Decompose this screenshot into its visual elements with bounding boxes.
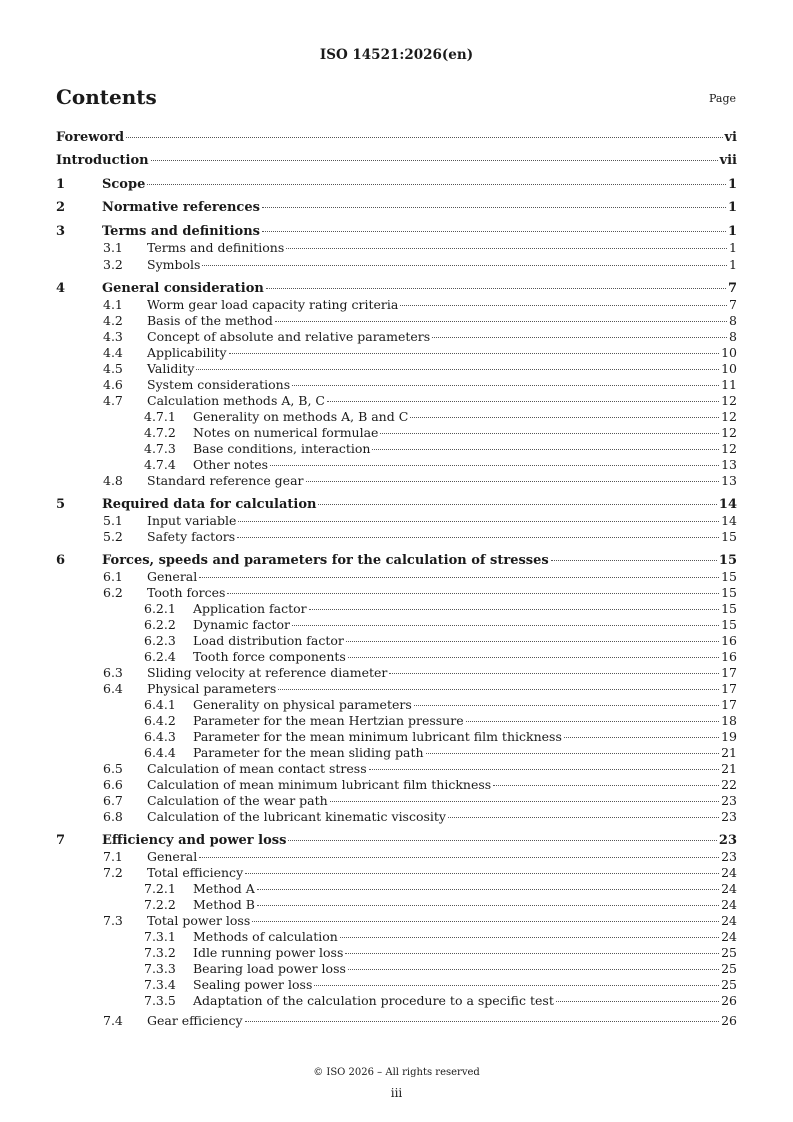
toc-entry-number: 4.7.4 <box>144 457 176 472</box>
toc-entry-title: Tooth forces <box>147 585 226 600</box>
toc-entry-title: Standard reference gear <box>147 473 304 488</box>
toc-entry[interactable] <box>56 865 737 881</box>
toc-entry-page: 14 <box>721 513 737 528</box>
dot-leader <box>372 449 719 450</box>
toc-entry-title: Terms and definitions <box>102 224 260 239</box>
toc-entry[interactable] <box>56 1013 737 1029</box>
toc-entry[interactable] <box>56 329 737 345</box>
toc-entry[interactable] <box>56 633 737 649</box>
toc-entry-number: 6.4.3 <box>144 729 176 744</box>
toc-entry-title: Worm gear load capacity rating criteria <box>147 297 399 312</box>
toc-entry-page: 18 <box>721 713 737 728</box>
dot-leader <box>314 985 719 986</box>
toc-entry-page: 12 <box>721 409 737 424</box>
toc-entry-number: 4.4 <box>103 345 123 360</box>
toc-entry[interactable] <box>56 409 737 425</box>
dot-leader <box>238 521 719 522</box>
toc-entry-page: 11 <box>721 377 737 392</box>
toc-entry-title: Tooth force components <box>193 649 346 664</box>
dot-leader <box>262 231 726 232</box>
toc-entry-page: 22 <box>721 777 737 792</box>
dot-leader <box>380 433 719 434</box>
toc-entry-number: 6.2.3 <box>144 633 176 648</box>
toc-entry[interactable] <box>56 777 737 793</box>
toc-entry-title: Required data for calculation <box>102 497 317 512</box>
toc-entry[interactable] <box>56 945 737 961</box>
toc-entry-title: Load distribution factor <box>193 633 344 648</box>
toc-entry-number: 6.8 <box>103 809 123 824</box>
dot-leader <box>278 689 719 690</box>
toc-entry-number: 4.7 <box>103 393 123 408</box>
toc-entry[interactable] <box>56 224 737 240</box>
toc-entry-page: 17 <box>721 681 737 696</box>
dot-leader <box>245 873 719 874</box>
toc-entry-title: Adaptation of the calculation procedure to a specific test <box>193 993 554 1008</box>
toc-entry[interactable] <box>56 713 737 729</box>
toc-entry-number: 4.8 <box>103 473 123 488</box>
toc-entry-title: Other notes <box>193 457 269 472</box>
toc-entry[interactable] <box>56 297 737 313</box>
dot-leader <box>270 465 719 466</box>
dot-leader <box>348 657 719 658</box>
toc-entry-number: 6 <box>56 553 66 568</box>
toc-entry[interactable] <box>56 809 737 825</box>
toc-entry-page: 21 <box>721 761 737 776</box>
toc-entry[interactable] <box>56 361 737 377</box>
toc-entry-number: 4.6 <box>103 377 123 392</box>
page-column-label: Page <box>709 92 737 105</box>
toc-entry-number: 6.2.4 <box>144 649 176 664</box>
dot-leader <box>229 353 720 354</box>
toc-entry[interactable] <box>56 200 737 216</box>
toc-entry-page: 8 <box>729 313 737 328</box>
toc-entry-number: 7.3.5 <box>144 993 176 1008</box>
toc-entry[interactable] <box>56 177 737 193</box>
toc-entry-number: 7.1 <box>103 849 123 864</box>
toc-entry-title: Concept of absolute and relative parameters <box>147 329 431 344</box>
toc-entry[interactable] <box>56 649 737 665</box>
toc-entry-number: 4.5 <box>103 361 123 376</box>
toc-entry-number: 4.7.2 <box>144 425 176 440</box>
dot-leader <box>330 801 719 802</box>
toc-entry-page: 23 <box>721 849 737 864</box>
dot-leader <box>292 385 719 386</box>
toc-entry-title: Scope <box>102 177 146 192</box>
toc-entry-title: Input variable <box>147 513 237 528</box>
toc-entry[interactable] <box>56 240 737 256</box>
toc-entry-page: 25 <box>721 977 737 992</box>
toc-entry-page: 26 <box>721 993 737 1008</box>
toc-entry-title: Base conditions, interaction <box>193 441 371 456</box>
toc-entry-title: Basis of the method <box>147 313 273 328</box>
toc-entry-number: 7.3.2 <box>144 945 176 960</box>
toc-entry-page: 1 <box>727 224 737 239</box>
toc-entry-title: Method A <box>193 881 255 896</box>
toc-entry[interactable] <box>56 681 737 697</box>
toc-entry-title: Method B <box>193 897 255 912</box>
toc-entry[interactable] <box>56 993 737 1009</box>
toc-entry-page: 17 <box>721 697 737 712</box>
toc-entry[interactable] <box>56 697 737 713</box>
toc-entry-title: Sealing power loss <box>193 977 313 992</box>
toc-entry-title: Bearing load power loss <box>193 961 346 976</box>
dot-leader <box>245 1021 720 1022</box>
toc-entry-page: 16 <box>721 649 737 664</box>
toc-entry-number: 6.2 <box>103 585 123 600</box>
toc-entry-page: 24 <box>721 913 737 928</box>
toc-entry-title: Terms and definitions <box>147 240 285 255</box>
toc-entry-title: System considerations <box>147 377 291 392</box>
toc-entry[interactable] <box>56 345 737 361</box>
toc-entry-number: 7.3.3 <box>144 961 176 976</box>
toc-entry-title: Idle running power loss <box>193 945 344 960</box>
dot-leader <box>266 288 726 289</box>
toc-entry-number: 7.3.1 <box>144 929 176 944</box>
toc-entry-page: 1 <box>729 240 737 255</box>
toc-entry-page: vi <box>724 130 737 145</box>
toc-entry[interactable] <box>56 569 737 585</box>
toc-entry-page: 8 <box>729 329 737 344</box>
toc-entry-page: 10 <box>721 361 737 376</box>
toc-entry-page: 1 <box>729 257 737 272</box>
toc-entry-page: 15 <box>721 529 737 544</box>
toc-entry-page: 15 <box>721 569 737 584</box>
toc-entry-number: 5.1 <box>103 513 123 528</box>
toc-entry-number: 6.4 <box>103 681 123 696</box>
toc-entry-number: 2 <box>56 200 66 215</box>
dot-leader <box>147 184 726 185</box>
toc-entry-title: Total power loss <box>147 913 251 928</box>
toc-entry-number: 7.3 <box>103 913 123 928</box>
toc-entry[interactable] <box>56 313 737 329</box>
toc-entry-title: Introduction <box>56 153 149 168</box>
dot-leader <box>432 337 727 338</box>
toc-entry-title: Parameter for the mean minimum lubricant film thickness <box>193 729 562 744</box>
toc-entry-title: Calculation methods A, B, C <box>147 393 325 408</box>
dot-leader <box>493 785 719 786</box>
toc-entry[interactable] <box>56 929 737 945</box>
dot-leader <box>389 673 719 674</box>
toc-entry-page: 19 <box>721 729 737 744</box>
toc-entry-title: Parameter for the mean sliding path <box>193 745 424 760</box>
dot-leader <box>202 265 727 266</box>
dot-leader <box>257 905 719 906</box>
toc-entry-page: 23 <box>721 793 737 808</box>
toc-entry-number: 4.1 <box>103 297 123 312</box>
toc-entry-page: 12 <box>721 425 737 440</box>
toc-entry[interactable] <box>56 425 737 441</box>
toc-entry-page: vii <box>719 153 737 168</box>
toc-entry-page: 24 <box>721 929 737 944</box>
toc-entry-page: 15 <box>718 553 737 568</box>
toc-entry[interactable] <box>56 961 737 977</box>
toc-entry-number: 6.2.1 <box>144 601 176 616</box>
dot-leader <box>551 560 717 561</box>
toc-entry[interactable] <box>56 745 737 761</box>
toc-entry-title: Sliding velocity at reference diameter <box>147 665 388 680</box>
toc-entry[interactable] <box>56 665 737 681</box>
toc-entry-title: Calculation of the wear path <box>147 793 328 808</box>
toc-entry-page: 13 <box>721 473 737 488</box>
toc-entry[interactable] <box>56 281 737 297</box>
dot-leader <box>151 160 718 161</box>
toc-entry-number: 6.6 <box>103 777 123 792</box>
toc-entry-title: Forces, speeds and parameters for the calculation of stresses <box>102 553 549 568</box>
toc-entry-title: Calculation of mean contact stress <box>147 761 367 776</box>
toc-entry-title: Gear efficiency <box>147 1013 243 1028</box>
toc-entry-title: Parameter for the mean Hertzian pressure <box>193 713 464 728</box>
toc-entry-title: Physical parameters <box>147 681 277 696</box>
toc-entry-page: 1 <box>727 177 737 192</box>
toc-entry-page: 15 <box>721 601 737 616</box>
toc-entry-page: 15 <box>721 617 737 632</box>
toc-entry-title: Methods of calculation <box>193 929 338 944</box>
toc-entry-title: Calculation of mean minimum lubricant film thickness <box>147 777 492 792</box>
toc-entry-number: 4.7.3 <box>144 441 176 456</box>
toc-entry[interactable] <box>56 457 737 473</box>
toc-entry-number: 4.7.1 <box>144 409 176 424</box>
dot-leader <box>318 504 716 505</box>
toc-entry-title: General consideration <box>102 281 264 296</box>
dot-leader <box>345 953 719 954</box>
toc-entry-number: 6.7 <box>103 793 123 808</box>
toc-entry-page: 24 <box>721 897 737 912</box>
toc-entry-page: 14 <box>718 497 737 512</box>
toc-entry[interactable] <box>56 585 737 601</box>
toc-entry-page: 17 <box>721 665 737 680</box>
toc-entry-page: 12 <box>721 441 737 456</box>
toc-entry-page: 7 <box>727 281 737 296</box>
toc-entry[interactable] <box>56 393 737 409</box>
dot-leader <box>252 921 719 922</box>
dot-leader <box>288 840 716 841</box>
toc-entry-page: 25 <box>721 961 737 976</box>
page-number: iii <box>390 1086 403 1100</box>
toc-entry-number: 6.5 <box>103 761 123 776</box>
toc-entry[interactable] <box>56 897 737 913</box>
toc-entry[interactable] <box>56 130 737 146</box>
toc-entry-title: Generality on methods A, B and C <box>193 409 409 424</box>
dot-leader <box>369 769 719 770</box>
toc-entry-page: 25 <box>721 945 737 960</box>
dot-leader <box>237 537 719 538</box>
dot-leader <box>466 721 719 722</box>
toc-entry-page: 23 <box>718 833 737 848</box>
dot-leader <box>275 321 727 322</box>
dot-leader <box>346 641 719 642</box>
toc-entry-number: 5 <box>56 497 66 512</box>
toc-entry-number: 7.2.1 <box>144 881 176 896</box>
toc-entry[interactable] <box>56 977 737 993</box>
toc-entry-title: Generality on physical parameters <box>193 697 412 712</box>
dot-leader <box>400 305 727 306</box>
toc-entry-number: 6.4.2 <box>144 713 176 728</box>
toc-entry-page: 24 <box>721 881 737 896</box>
dot-leader <box>286 248 727 249</box>
toc-entry-title: Efficiency and power loss <box>102 833 287 848</box>
toc-entry[interactable] <box>56 553 737 569</box>
toc-entry-number: 6.4.4 <box>144 745 176 760</box>
copyright-footer: © ISO 2026 – All rights reserved <box>313 1067 480 1078</box>
toc-entry[interactable] <box>56 729 737 745</box>
toc-entry-page: 12 <box>721 393 737 408</box>
toc-entry[interactable] <box>56 529 737 545</box>
dot-leader <box>257 889 719 890</box>
dot-leader <box>227 593 719 594</box>
toc-entry-number: 6.2.2 <box>144 617 176 632</box>
toc-entry-page: 26 <box>721 1013 737 1028</box>
toc-entry-title: Calculation of the lubricant kinematic viscosity <box>147 809 446 824</box>
toc-entry-number: 7 <box>56 833 66 848</box>
toc-entry-number: 1 <box>56 177 66 192</box>
toc-entry-number: 5.2 <box>103 529 123 544</box>
toc-entry-page: 10 <box>721 345 737 360</box>
toc-entry-title: Total efficiency <box>147 865 244 880</box>
toc-entry-title: General <box>147 569 198 584</box>
toc-entry[interactable] <box>56 833 737 849</box>
dot-leader <box>306 481 720 482</box>
toc-entry-title: Foreword <box>56 130 125 145</box>
toc-entry[interactable] <box>56 153 737 169</box>
dot-leader <box>348 969 719 970</box>
dot-leader <box>196 369 719 370</box>
toc-entry[interactable] <box>56 617 737 633</box>
toc-entry-number: 3.2 <box>103 257 123 272</box>
toc-entry-number: 3 <box>56 224 66 239</box>
page-title: Contents <box>56 85 157 109</box>
dot-leader <box>556 1001 719 1002</box>
toc-entry-page: 13 <box>721 457 737 472</box>
toc-entry-number: 7.4 <box>103 1013 123 1028</box>
toc-entry-page: 23 <box>721 809 737 824</box>
toc-entry-page: 16 <box>721 633 737 648</box>
toc-entry[interactable] <box>56 513 737 529</box>
dot-leader <box>564 737 719 738</box>
dot-leader <box>327 401 719 402</box>
toc-entry-number: 4.2 <box>103 313 123 328</box>
dot-leader <box>414 705 719 706</box>
dot-leader <box>126 137 722 138</box>
toc-entry-page: 21 <box>721 745 737 760</box>
toc-entry[interactable] <box>56 793 737 809</box>
toc-entry-title: General <box>147 849 198 864</box>
toc-entry-number: 4 <box>56 281 66 296</box>
toc-entry[interactable] <box>56 913 737 929</box>
toc-entry[interactable] <box>56 257 737 273</box>
toc-entry-number: 7.2 <box>103 865 123 880</box>
toc-entry-page: 24 <box>721 865 737 880</box>
dot-leader <box>262 207 726 208</box>
document-header: ISO 14521:2026(en) <box>319 47 474 63</box>
toc-entry[interactable] <box>56 377 737 393</box>
toc-entry-page: 1 <box>727 200 737 215</box>
toc-entry[interactable] <box>56 473 737 489</box>
toc-entry-number: 6.1 <box>103 569 123 584</box>
toc-entry-title: Validity <box>147 361 195 376</box>
toc-entry[interactable] <box>56 761 737 777</box>
toc-entry-page: 7 <box>729 297 737 312</box>
toc-entry-number: 7.3.4 <box>144 977 176 992</box>
toc-entry-number: 7.2.2 <box>144 897 176 912</box>
toc-entry[interactable] <box>56 497 737 513</box>
toc-entry-title: Notes on numerical formulae <box>193 425 379 440</box>
toc-entry[interactable] <box>56 441 737 457</box>
toc-entry[interactable] <box>56 881 737 897</box>
toc-entry-title: Dynamic factor <box>193 617 291 632</box>
toc-entry-title: Applicability <box>147 345 227 360</box>
toc-entry-title: Safety factors <box>147 529 236 544</box>
toc-entry[interactable] <box>56 849 737 865</box>
dot-leader <box>340 937 719 938</box>
dot-leader <box>199 857 719 858</box>
toc-entry-title: Application factor <box>193 601 307 616</box>
dot-leader <box>448 817 719 818</box>
toc-entry-number: 6.4.1 <box>144 697 176 712</box>
dot-leader <box>426 753 720 754</box>
dot-leader <box>309 609 719 610</box>
toc-entry[interactable] <box>56 601 737 617</box>
toc-entry-number: 4.3 <box>103 329 123 344</box>
toc-entry-number: 3.1 <box>103 240 123 255</box>
toc-entry-title: Normative references <box>102 200 260 215</box>
toc-entry-number: 6.3 <box>103 665 123 680</box>
dot-leader <box>199 577 719 578</box>
dot-leader <box>292 625 719 626</box>
toc-entry-page: 15 <box>721 585 737 600</box>
toc-entry-title: Symbols <box>147 257 201 272</box>
dot-leader <box>410 417 719 418</box>
